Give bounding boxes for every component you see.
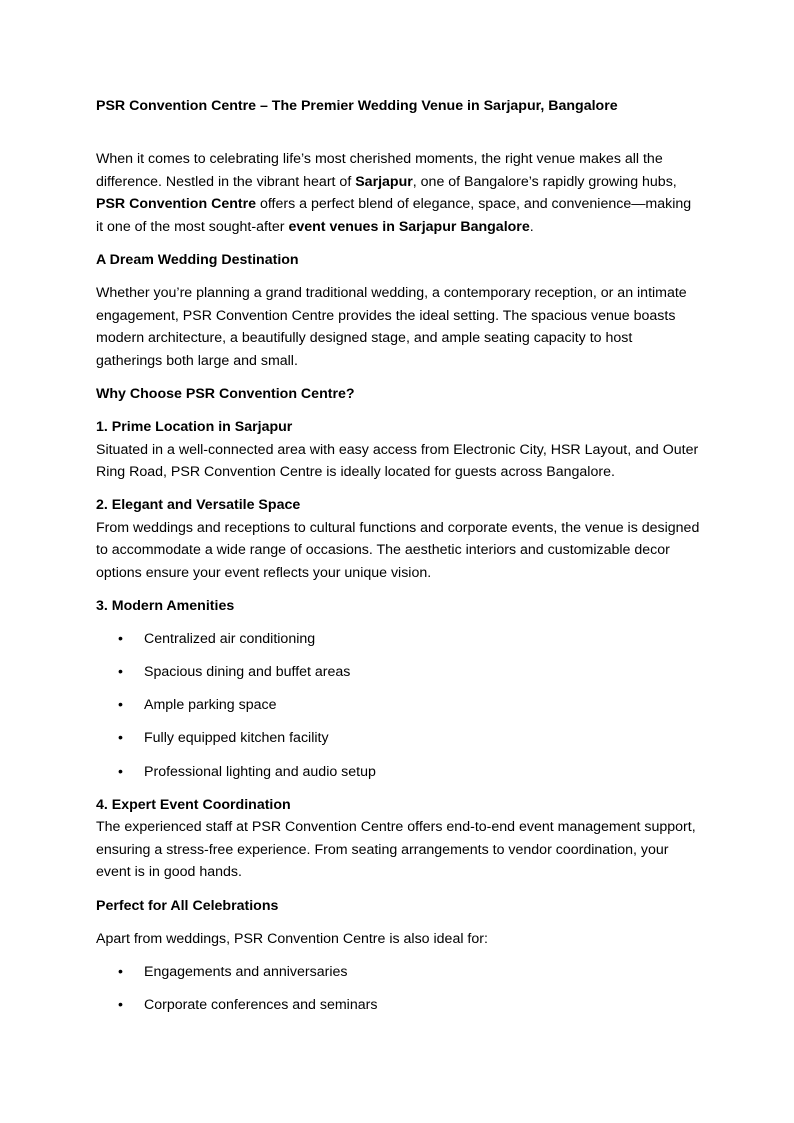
bullet-icon: • — [118, 963, 123, 980]
point-location-text: Situated in a well-connected area with easy access from Electronic City, HSR Layout, and Outer Ring Road, PSR Convention Centre is ideally located for guests across Bangalore. — [96, 441, 699, 481]
bullet-icon: • — [118, 763, 123, 780]
intro-text-2: , one of Bangalore’s rapidly growing hubs, — [412, 173, 677, 190]
celebrations-list — [96, 961, 702, 1017]
list-item — [96, 694, 702, 717]
dream-heading: A Dream Wedding Destination — [96, 251, 299, 268]
list-item-label: Fully equipped kitchen facility — [144, 730, 329, 747]
intro-paragraph — [96, 148, 702, 238]
bullet-icon: • — [118, 996, 123, 1013]
amenities-list — [96, 628, 702, 783]
celebrations-intro: Apart from weddings, PSR Convention Centre is also ideal for: — [96, 930, 488, 947]
document-title: PSR Convention Centre – The Premier Wedding Venue in Sarjapur, Bangalore — [96, 98, 618, 114]
list-item — [96, 994, 702, 1017]
document-page — [96, 95, 702, 1027]
bullet-icon: • — [118, 631, 123, 648]
bullet-icon: • — [118, 730, 123, 747]
list-item — [96, 761, 702, 784]
bullet-icon: • — [118, 697, 123, 714]
point-location-title: 1. Prime Location in Sarjapur — [96, 418, 293, 435]
intro-text-1: When it comes to celebrating life’s most cherished moments, the right venue makes all the difference. Nestled in the vibrant heart of — [96, 151, 663, 190]
list-item — [96, 628, 702, 651]
list-item-label: Engagements and anniversaries — [144, 963, 348, 980]
amenities-heading: 3. Modern Amenities — [96, 598, 235, 615]
list-item-label: Corporate conferences and seminars — [144, 996, 378, 1013]
intro-text-4: . — [529, 218, 534, 235]
point-coordination-title: 4. Expert Event Coordination — [96, 796, 291, 813]
dream-paragraph: Whether you’re planning a grand traditional wedding, a contemporary reception, or an intimate engagement, PSR Convention Centre provides the ideal setting. The spacious venue boasts modern architecture, a beautifully designed stage, and ample seating capacity to host gatherings both large and small. — [96, 284, 687, 369]
point-coordination-text: The experienced staff at PSR Convention Centre offers end-to-end event management support, ensuring a stress-free experience. From seating arrangements to vendor coordination, your event is in good hands. — [96, 819, 696, 881]
list-item-label: Centralized air conditioning — [144, 631, 316, 648]
intro-text-3: offers a perfect blend of elegance, space, and convenience—making it one of the most sought-after — [96, 196, 692, 235]
list-item-label: Ample parking space — [144, 697, 277, 714]
celebrations-heading: Perfect for All Celebrations — [96, 897, 279, 914]
bullet-icon: • — [118, 664, 123, 681]
point-space-title: 2. Elegant and Versatile Space — [96, 497, 301, 514]
intro-bold-sarjapur: Sarjapur — [355, 173, 413, 190]
list-item-label: Professional lighting and audio setup — [144, 763, 376, 780]
why-heading: Why Choose PSR Convention Centre? — [96, 385, 355, 402]
point-space — [96, 494, 702, 584]
intro-bold-event-venues: event venues in Sarjapur Bangalore — [288, 218, 530, 235]
point-coordination — [96, 794, 702, 884]
point-space-text: From weddings and receptions to cultural functions and corporate events, the venue is designed to accommodate a wide range of occasions. The aesthetic interiors and customizable decor options ensure your event reflects your unique vision. — [96, 519, 700, 581]
list-item — [96, 727, 702, 750]
list-item-label: Spacious dining and buffet areas — [144, 664, 351, 681]
list-item — [96, 661, 702, 684]
intro-bold-venue-name: PSR Convention Centre — [96, 196, 257, 213]
point-location — [96, 416, 702, 484]
list-item — [96, 961, 702, 984]
